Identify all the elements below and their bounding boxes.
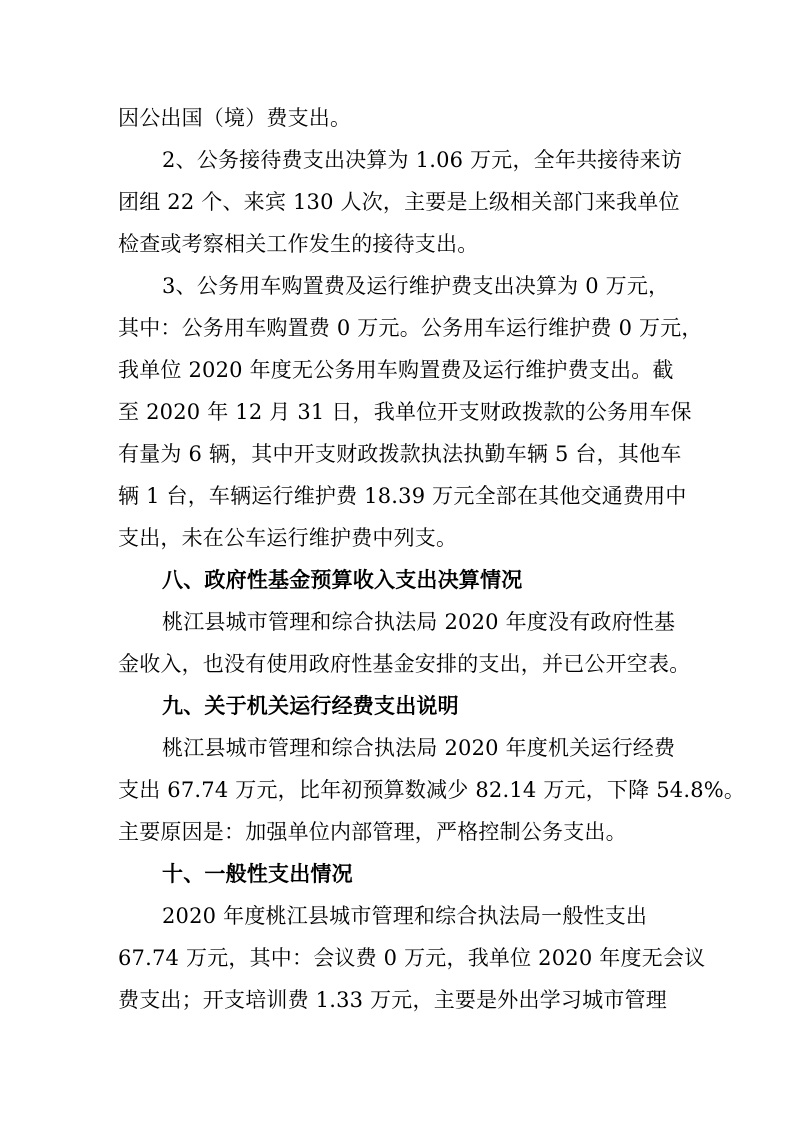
paragraph-line: 辆 1 台，车辆运行维护费 18.39 万元全部在其他交通费用中 (118, 484, 687, 508)
paragraph-line: 支出，未在公车运行维护费中列支。 (118, 526, 458, 550)
paragraph-line: 2020 年度桃江县城市管理和综合执法局一般性支出 (162, 904, 648, 928)
paragraph-line: 3、公务用车购置费及运行维护费支出决算为 0 万元， (162, 274, 670, 298)
section-heading: 八、政府性基金预算收入支出决算情况 (162, 567, 523, 592)
paragraph-line: 有量为 6 辆，其中开支财政拨款执法执勤车辆 5 台，其他车 (118, 442, 682, 466)
section-heading: 十、一般性支出情况 (162, 861, 353, 886)
paragraph-line: 检查或考察相关工作发生的接待支出。 (118, 232, 479, 256)
paragraph-line: 团组 22 个、来宾 130 人次，主要是上级相关部门来我单位 (118, 190, 680, 214)
paragraph-line: 费支出；开支培训费 1.33 万元，主要是外出学习城市管理 (118, 988, 667, 1012)
paragraph-line: 桃江县城市管理和综合执法局 2020 年度没有政府性基 (162, 610, 676, 634)
paragraph-line: 至 2020 年 12 月 31 日，我单位开支财政拨款的公务用车保 (118, 400, 692, 424)
paragraph-line: 支出 67.74 万元，比年初预算数减少 82.14 万元，下降 54.8%。 (118, 778, 746, 802)
paragraph-line: 主要原因是：加强单位内部管理，严格控制公务支出。 (118, 820, 627, 844)
paragraph-line: 我单位 2020 年度无公务用车购置费及运行维护费支出。截 (118, 358, 674, 382)
paragraph-line: 67.74 万元，其中：会议费 0 万元，我单位 2020 年度无会议 (118, 946, 706, 970)
paragraph-line: 因公出国（境）费支出。 (118, 106, 352, 130)
paragraph-line: 桃江县城市管理和综合执法局 2020 年度机关运行经费 (162, 736, 676, 760)
paragraph-line: 金收入，也没有使用政府性基金安排的支出，并已公开空表。 (118, 652, 691, 676)
paragraph-line: 其中：公务用车购置费 0 万元。公务用车运行维护费 0 万元， (118, 316, 703, 340)
section-heading: 九、关于机关运行经费支出说明 (162, 693, 459, 718)
paragraph-line: 2、公务接待费支出决算为 1.06 万元，全年共接待来访 (162, 148, 683, 172)
